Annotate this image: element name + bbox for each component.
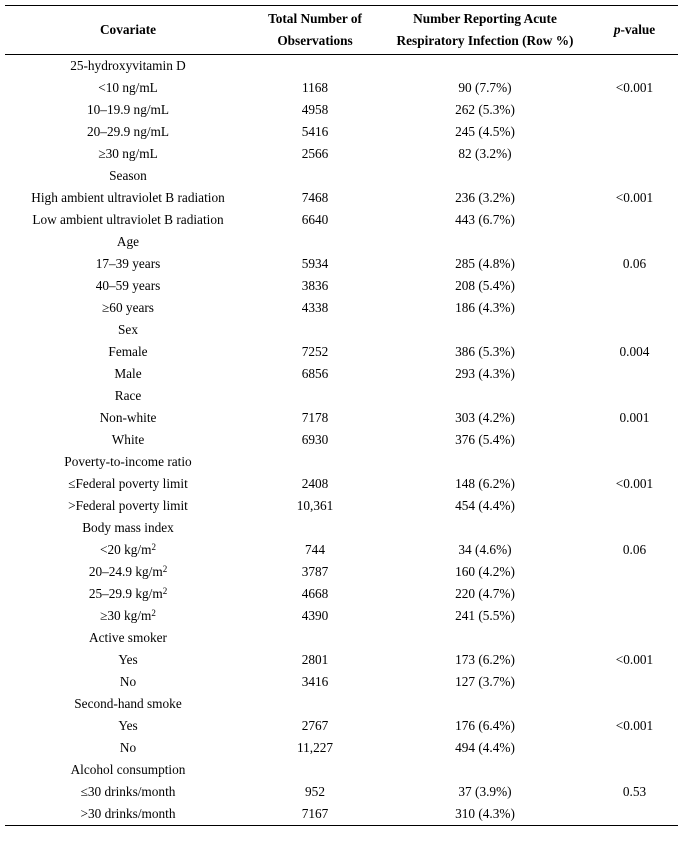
covariate-label: White xyxy=(111,432,145,447)
empty-cell xyxy=(251,627,379,649)
total-cell: 6640 xyxy=(301,212,329,227)
table-row xyxy=(5,583,678,605)
covariate-label: No xyxy=(119,740,137,755)
reporting-cell: 173 (6.2%) xyxy=(455,652,515,667)
header-total-line2: Observations xyxy=(277,33,353,48)
total-cell: 5416 xyxy=(301,124,329,139)
table-row xyxy=(5,605,678,627)
covariate-label: ≤Federal poverty limit xyxy=(68,476,188,491)
group-label: Sex xyxy=(118,322,138,337)
covariate-table xyxy=(5,5,678,826)
covariate-cell xyxy=(5,121,251,143)
group-label: Alcohol consumption xyxy=(70,762,186,777)
table-row xyxy=(5,253,678,275)
pvalue-cell: <0.001 xyxy=(615,476,654,491)
empty-cell xyxy=(379,693,591,715)
pvalue-cell: 0.004 xyxy=(619,344,650,359)
table-row xyxy=(5,209,678,231)
total-cell: 3416 xyxy=(301,674,329,689)
table-row xyxy=(5,495,678,517)
group-row xyxy=(5,759,678,781)
total-cell: 952 xyxy=(305,784,325,799)
group-label: Race xyxy=(114,388,142,403)
total-cell: 2801 xyxy=(301,652,329,667)
covariate-label: No xyxy=(119,674,137,689)
covariate-label: Low ambient ultraviolet B radiation xyxy=(32,212,224,227)
group-row xyxy=(5,319,678,341)
table-row xyxy=(5,781,678,803)
reporting-cell: 208 (5.4%) xyxy=(455,278,515,293)
empty-cell xyxy=(251,385,379,407)
table-body xyxy=(5,55,678,826)
covariate-label: 20–24.9 kg/m xyxy=(88,564,163,579)
empty-cell xyxy=(251,451,379,473)
unit-superscript: 2 xyxy=(151,542,156,552)
total-cell: 11,227 xyxy=(296,740,334,755)
covariate-label: >30 drinks/month xyxy=(80,806,176,821)
empty-cell xyxy=(379,517,591,539)
header-pvalue xyxy=(591,6,678,55)
pvalue-cell: <0.001 xyxy=(615,80,654,95)
reporting-cell: 90 (7.7%) xyxy=(458,80,512,95)
pvalue-cell xyxy=(591,429,678,451)
covariate-cell xyxy=(5,363,251,385)
covariate-cell xyxy=(5,429,251,451)
reporting-cell: 285 (4.8%) xyxy=(455,256,515,271)
covariate-cell xyxy=(5,297,251,319)
empty-cell xyxy=(379,451,591,473)
table-row xyxy=(5,187,678,209)
reporting-cell: 494 (4.4%) xyxy=(455,740,515,755)
covariate-cell xyxy=(5,561,251,583)
empty-cell xyxy=(379,165,591,187)
reporting-cell: 303 (4.2%) xyxy=(455,410,515,425)
covariate-cell xyxy=(5,671,251,693)
covariate-cell xyxy=(5,803,251,826)
group-label: Body mass index xyxy=(82,520,174,535)
reporting-cell: 386 (5.3%) xyxy=(455,344,515,359)
table-row xyxy=(5,407,678,429)
total-cell: 4338 xyxy=(301,300,329,315)
empty-cell xyxy=(379,759,591,781)
unit-superscript: 2 xyxy=(162,586,168,596)
group-label: 25-hydroxyvitamin D xyxy=(70,58,186,73)
group-row xyxy=(5,165,678,187)
covariate-cell xyxy=(5,539,251,561)
reporting-cell: 293 (4.3%) xyxy=(455,366,515,381)
empty-cell xyxy=(591,231,678,253)
covariate-cell xyxy=(5,187,251,209)
covariate-label: 40–59 years xyxy=(95,278,161,293)
covariate-label: 17–39 years xyxy=(95,256,161,271)
table-row xyxy=(5,561,678,583)
pvalue-cell: <0.001 xyxy=(615,718,654,733)
header-reporting-line1: Number Reporting Acute xyxy=(413,11,557,26)
reporting-cell: 37 (3.9%) xyxy=(458,784,512,799)
group-row xyxy=(5,385,678,407)
covariate-label: ≤30 drinks/month xyxy=(80,784,176,799)
table-row xyxy=(5,99,678,121)
covariate-cell xyxy=(5,649,251,671)
covariate-cell xyxy=(5,407,251,429)
reporting-cell: 376 (5.4%) xyxy=(455,432,515,447)
empty-cell xyxy=(251,759,379,781)
empty-cell xyxy=(251,231,379,253)
unit-superscript: 2 xyxy=(162,564,168,574)
pvalue-cell: 0.001 xyxy=(619,410,650,425)
pvalue-cell xyxy=(591,671,678,693)
total-cell: 744 xyxy=(305,542,325,557)
table-row xyxy=(5,649,678,671)
pvalue-cell xyxy=(591,605,678,627)
covariate-label: 25–29.9 kg/m xyxy=(88,586,163,601)
reporting-cell: 236 (3.2%) xyxy=(455,190,515,205)
pvalue-cell xyxy=(591,209,678,231)
table-row xyxy=(5,275,678,297)
total-cell: 6930 xyxy=(301,432,329,447)
pvalue-cell xyxy=(591,275,678,297)
empty-cell xyxy=(591,319,678,341)
total-cell: 7468 xyxy=(301,190,329,205)
header-pvalue-italic: p xyxy=(613,22,621,37)
covariate-cell xyxy=(5,275,251,297)
pvalue-cell: 0.06 xyxy=(622,542,647,557)
covariate-label: ≥30 kg/m xyxy=(100,608,152,623)
table-row xyxy=(5,539,678,561)
covariate-cell xyxy=(5,209,251,231)
total-cell: 6856 xyxy=(301,366,329,381)
table-row xyxy=(5,341,678,363)
table-row xyxy=(5,737,678,759)
header-pvalue-rest: -value xyxy=(620,22,656,37)
empty-cell xyxy=(379,385,591,407)
group-row xyxy=(5,55,678,78)
pvalue-cell: <0.001 xyxy=(615,190,654,205)
total-cell: 4958 xyxy=(301,102,329,117)
group-label: Age xyxy=(116,234,140,249)
covariate-label: ≥30 ng/mL xyxy=(98,146,158,161)
pvalue-cell xyxy=(591,561,678,583)
covariate-label: Female xyxy=(108,344,148,359)
covariate-cell xyxy=(5,715,251,737)
empty-cell xyxy=(591,693,678,715)
pvalue-cell xyxy=(591,143,678,165)
reporting-cell: 220 (4.7%) xyxy=(455,586,515,601)
covariate-cell xyxy=(5,77,251,99)
empty-cell xyxy=(591,759,678,781)
total-cell: 7167 xyxy=(251,803,379,826)
total-cell: 10,361 xyxy=(296,498,334,513)
pvalue-cell xyxy=(591,297,678,319)
empty-cell xyxy=(251,165,379,187)
group-label: Poverty-to-income ratio xyxy=(64,454,192,469)
total-cell: 5934 xyxy=(301,256,329,271)
empty-cell xyxy=(379,627,591,649)
group-label: Season xyxy=(109,168,147,183)
group-row xyxy=(5,693,678,715)
empty-cell xyxy=(379,55,591,78)
reporting-cell: 176 (6.4%) xyxy=(455,718,515,733)
total-cell: 2767 xyxy=(301,718,329,733)
pvalue-cell xyxy=(591,363,678,385)
total-cell: 4390 xyxy=(301,608,329,623)
covariate-label: <10 ng/mL xyxy=(98,80,158,95)
covariate-label: ≥60 years xyxy=(102,300,154,315)
pvalue-cell xyxy=(591,737,678,759)
group-row xyxy=(5,451,678,473)
table-header xyxy=(5,6,678,55)
reporting-cell: 262 (5.3%) xyxy=(455,102,515,117)
covariate-cell xyxy=(5,341,251,363)
reporting-cell: 454 (4.4%) xyxy=(455,498,515,513)
header-covariate: Covariate xyxy=(5,6,251,55)
pvalue-cell: 0.06 xyxy=(622,256,647,271)
table-row xyxy=(5,429,678,451)
covariate-cell xyxy=(5,781,251,803)
reporting-cell: 127 (3.7%) xyxy=(455,674,515,689)
covariate-label: Non-white xyxy=(99,410,157,425)
empty-cell xyxy=(591,165,678,187)
empty-cell xyxy=(591,55,678,78)
covariate-cell xyxy=(5,143,251,165)
table-row xyxy=(5,671,678,693)
group-row xyxy=(5,517,678,539)
covariate-label: <20 kg/m xyxy=(100,542,152,557)
group-row xyxy=(5,627,678,649)
header-reporting-line2: Respiratory Infection (Row %) xyxy=(396,33,574,48)
reporting-cell: 310 (4.3%) xyxy=(379,803,591,826)
total-cell: 7178 xyxy=(301,410,329,425)
reporting-cell: 186 (4.3%) xyxy=(455,300,515,315)
header-total-line1: Total Number of xyxy=(268,11,362,26)
total-cell: 2566 xyxy=(301,146,329,161)
pvalue-cell xyxy=(591,583,678,605)
pvalue-cell: 0.53 xyxy=(622,784,647,799)
empty-cell xyxy=(591,451,678,473)
empty-cell xyxy=(251,55,379,78)
unit-superscript: 2 xyxy=(151,608,156,618)
covariate-label: >Federal poverty limit xyxy=(68,498,188,513)
total-cell: 7252 xyxy=(301,344,329,359)
covariate-cell xyxy=(5,583,251,605)
empty-cell xyxy=(591,627,678,649)
table-row xyxy=(5,803,678,826)
header-row xyxy=(5,6,678,55)
empty-cell xyxy=(251,319,379,341)
table-row xyxy=(5,121,678,143)
total-cell: 2408 xyxy=(301,476,329,491)
reporting-cell: 245 (4.5%) xyxy=(455,124,515,139)
covariate-label: 10–19.9 ng/mL xyxy=(87,102,169,117)
table-container xyxy=(5,5,678,826)
total-cell: 3787 xyxy=(301,564,329,579)
total-cell: 1168 xyxy=(301,80,329,95)
reporting-cell: 34 (4.6%) xyxy=(458,542,512,557)
empty-cell xyxy=(379,319,591,341)
empty-cell xyxy=(251,693,379,715)
reporting-cell: 443 (6.7%) xyxy=(455,212,515,227)
empty-cell xyxy=(591,517,678,539)
pvalue-cell xyxy=(591,99,678,121)
total-cell: 3836 xyxy=(301,278,329,293)
pvalue-cell xyxy=(591,121,678,143)
covariate-label: Male xyxy=(114,366,142,381)
table-row xyxy=(5,715,678,737)
table-row xyxy=(5,143,678,165)
header-total-observations xyxy=(251,6,379,55)
covariate-label: 20–29.9 ng/mL xyxy=(87,124,169,139)
covariate-cell xyxy=(5,253,251,275)
reporting-cell: 82 (3.2%) xyxy=(458,146,512,161)
reporting-cell: 160 (4.2%) xyxy=(455,564,515,579)
covariate-label: Yes xyxy=(118,718,138,733)
covariate-cell xyxy=(5,737,251,759)
total-cell: 4668 xyxy=(301,586,329,601)
table-row xyxy=(5,363,678,385)
covariate-label: Yes xyxy=(118,652,138,667)
covariate-cell xyxy=(5,99,251,121)
empty-cell xyxy=(379,231,591,253)
covariate-cell xyxy=(5,495,251,517)
empty-cell xyxy=(591,385,678,407)
covariate-cell xyxy=(5,605,251,627)
covariate-cell xyxy=(5,473,251,495)
empty-cell xyxy=(251,517,379,539)
pvalue-cell: <0.001 xyxy=(615,652,654,667)
group-label: Second-hand smoke xyxy=(74,696,182,711)
pvalue-cell xyxy=(591,803,678,826)
reporting-cell: 148 (6.2%) xyxy=(455,476,515,491)
pvalue-cell xyxy=(591,495,678,517)
reporting-cell: 241 (5.5%) xyxy=(455,608,515,623)
table-row xyxy=(5,77,678,99)
covariate-label: High ambient ultraviolet B radiation xyxy=(31,190,225,205)
group-row xyxy=(5,231,678,253)
group-label: Active smoker xyxy=(89,630,167,645)
table-row xyxy=(5,297,678,319)
header-number-reporting xyxy=(379,6,591,55)
table-row xyxy=(5,473,678,495)
